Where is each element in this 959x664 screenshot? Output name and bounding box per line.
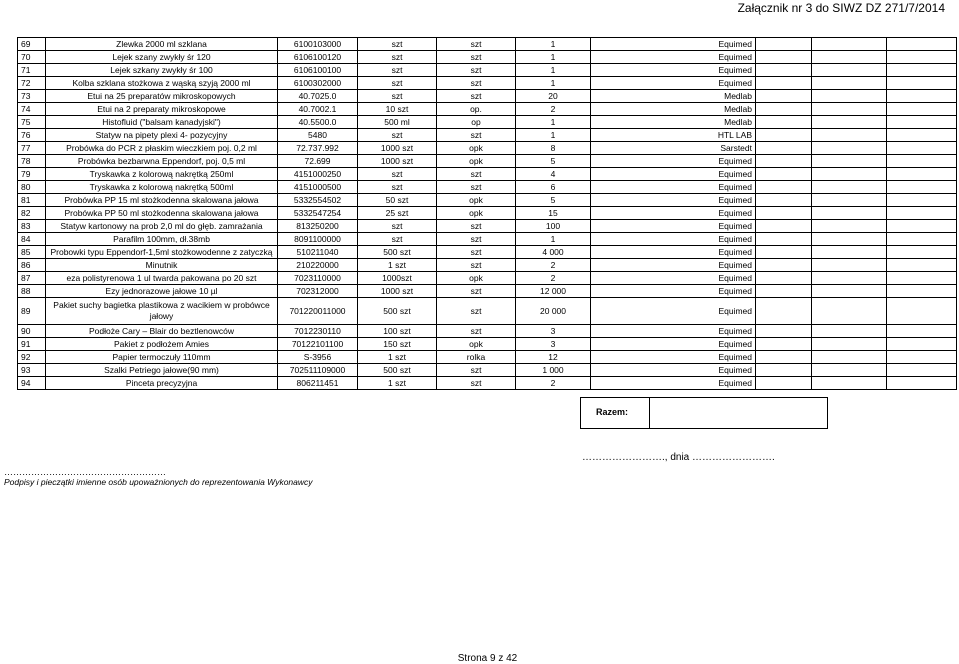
empty-price-cell bbox=[887, 38, 957, 51]
manufacturer-cell: Equimed bbox=[591, 77, 756, 90]
package-cell: rolka bbox=[437, 351, 516, 364]
page-footer bbox=[0, 653, 959, 664]
table-row bbox=[18, 351, 957, 364]
catalog-number-cell: 40.7002.1 bbox=[278, 103, 358, 116]
items-table bbox=[17, 37, 957, 390]
unit-cell: 500 szt bbox=[358, 364, 437, 377]
empty-price-cell bbox=[887, 207, 957, 220]
item-name-cell: Pakiet suchy bagietka plastikowa z wacikiem w probówce jałowy bbox=[46, 298, 278, 325]
quantity-cell: 1 bbox=[516, 233, 591, 246]
package-cell: szt bbox=[437, 259, 516, 272]
item-name-cell: Pakiet z podłożem Amies bbox=[46, 338, 278, 351]
quantity-cell: 100 bbox=[516, 220, 591, 233]
unit-cell: szt bbox=[358, 90, 437, 103]
row-number-cell: 69 bbox=[18, 38, 46, 51]
catalog-number-cell: 8091100000 bbox=[278, 233, 358, 246]
catalog-number-cell: 701220011000 bbox=[278, 298, 358, 325]
unit-cell: 1000szt bbox=[358, 272, 437, 285]
package-cell: op. bbox=[437, 103, 516, 116]
package-cell: szt bbox=[437, 298, 516, 325]
empty-price-cell bbox=[812, 246, 887, 259]
empty-price-cell bbox=[756, 259, 812, 272]
package-cell: opk bbox=[437, 142, 516, 155]
catalog-number-cell: 4151000500 bbox=[278, 181, 358, 194]
items-table-body bbox=[18, 38, 957, 390]
manufacturer-cell: HTL LAB bbox=[591, 129, 756, 142]
catalog-number-cell: 813250200 bbox=[278, 220, 358, 233]
item-name-cell: eza polistyrenowa 1 ul twarda pakowana po 20 szt bbox=[46, 272, 278, 285]
quantity-cell: 4 bbox=[516, 168, 591, 181]
unit-cell: 1000 szt bbox=[358, 142, 437, 155]
empty-price-cell bbox=[887, 233, 957, 246]
manufacturer-cell: Equimed bbox=[591, 351, 756, 364]
row-number-cell: 86 bbox=[18, 259, 46, 272]
manufacturer-cell: Equimed bbox=[591, 246, 756, 259]
item-name-cell: Papier termoczuły 110mm bbox=[46, 351, 278, 364]
package-cell: szt bbox=[437, 129, 516, 142]
empty-price-cell bbox=[887, 351, 957, 364]
table-row bbox=[18, 207, 957, 220]
row-number-cell: 75 bbox=[18, 116, 46, 129]
catalog-number-cell: 510211040 bbox=[278, 246, 358, 259]
package-cell: opk bbox=[437, 194, 516, 207]
empty-price-cell bbox=[756, 194, 812, 207]
quantity-cell: 2 bbox=[516, 377, 591, 390]
empty-price-cell bbox=[887, 325, 957, 338]
unit-cell: 500 szt bbox=[358, 246, 437, 259]
empty-price-cell bbox=[812, 285, 887, 298]
empty-price-cell bbox=[756, 351, 812, 364]
package-cell: opk bbox=[437, 207, 516, 220]
item-name-cell: Minutnik bbox=[46, 259, 278, 272]
empty-price-cell bbox=[812, 181, 887, 194]
empty-price-cell bbox=[756, 325, 812, 338]
empty-price-cell bbox=[756, 233, 812, 246]
empty-price-cell bbox=[887, 181, 957, 194]
empty-price-cell bbox=[756, 364, 812, 377]
row-number-cell: 76 bbox=[18, 129, 46, 142]
catalog-number-cell: 5332554502 bbox=[278, 194, 358, 207]
empty-price-cell bbox=[812, 168, 887, 181]
empty-price-cell bbox=[812, 220, 887, 233]
catalog-number-cell: S-3956 bbox=[278, 351, 358, 364]
package-cell: opk bbox=[437, 155, 516, 168]
package-cell: szt bbox=[437, 377, 516, 390]
empty-price-cell bbox=[756, 246, 812, 259]
catalog-number-cell: 40.7025.0 bbox=[278, 90, 358, 103]
table-row bbox=[18, 246, 957, 259]
package-cell: szt bbox=[437, 38, 516, 51]
manufacturer-cell: Equimed bbox=[591, 181, 756, 194]
manufacturer-cell: Equimed bbox=[591, 259, 756, 272]
catalog-number-cell: 7023110000 bbox=[278, 272, 358, 285]
catalog-number-cell: 7012230110 bbox=[278, 325, 358, 338]
unit-cell: szt bbox=[358, 168, 437, 181]
empty-price-cell bbox=[887, 272, 957, 285]
table-row bbox=[18, 194, 957, 207]
row-number-cell: 85 bbox=[18, 246, 46, 259]
package-cell: szt bbox=[437, 64, 516, 77]
quantity-cell: 20 000 bbox=[516, 298, 591, 325]
empty-price-cell bbox=[756, 207, 812, 220]
unit-cell: 150 szt bbox=[358, 338, 437, 351]
row-number-cell: 74 bbox=[18, 103, 46, 116]
unit-cell: 50 szt bbox=[358, 194, 437, 207]
item-name-cell: Lejek szkany zwykły śr 100 bbox=[46, 64, 278, 77]
empty-price-cell bbox=[887, 364, 957, 377]
manufacturer-cell: Equimed bbox=[591, 377, 756, 390]
row-number-cell: 89 bbox=[18, 298, 46, 325]
empty-price-cell bbox=[756, 77, 812, 90]
row-number-cell: 84 bbox=[18, 233, 46, 246]
item-name-cell: Tryskawka z kolorową nakrętką 250ml bbox=[46, 168, 278, 181]
unit-cell: 1000 szt bbox=[358, 155, 437, 168]
item-name-cell: Zlewka 2000 ml szklana bbox=[46, 38, 278, 51]
package-cell: opk bbox=[437, 272, 516, 285]
package-cell: szt bbox=[437, 233, 516, 246]
row-number-cell: 90 bbox=[18, 325, 46, 338]
empty-price-cell bbox=[756, 285, 812, 298]
empty-price-cell bbox=[812, 233, 887, 246]
table-row bbox=[18, 155, 957, 168]
unit-cell: szt bbox=[358, 38, 437, 51]
item-name-cell: Probówka bezbarwna Eppendorf, poj. 0,5 ml bbox=[46, 155, 278, 168]
row-number-cell: 94 bbox=[18, 377, 46, 390]
table-row bbox=[18, 64, 957, 77]
package-cell: szt bbox=[437, 90, 516, 103]
empty-price-cell bbox=[812, 377, 887, 390]
manufacturer-cell: Equimed bbox=[591, 64, 756, 77]
empty-price-cell bbox=[887, 129, 957, 142]
catalog-number-cell: 72.737.992 bbox=[278, 142, 358, 155]
empty-price-cell bbox=[812, 142, 887, 155]
quantity-cell: 8 bbox=[516, 142, 591, 155]
table-row bbox=[18, 220, 957, 233]
table-row bbox=[18, 51, 957, 64]
empty-price-cell bbox=[887, 194, 957, 207]
quantity-cell: 20 bbox=[516, 90, 591, 103]
page-number: Strona 9 z 42 bbox=[457, 653, 518, 664]
manufacturer-cell: Medlab bbox=[591, 90, 756, 103]
empty-price-cell bbox=[756, 338, 812, 351]
empty-price-cell bbox=[812, 38, 887, 51]
package-cell: szt bbox=[437, 246, 516, 259]
empty-price-cell bbox=[812, 129, 887, 142]
empty-price-cell bbox=[756, 220, 812, 233]
empty-price-cell bbox=[887, 116, 957, 129]
quantity-cell: 1 bbox=[516, 38, 591, 51]
table-row bbox=[18, 298, 957, 325]
manufacturer-cell: Equimed bbox=[591, 285, 756, 298]
package-cell: szt bbox=[437, 220, 516, 233]
catalog-number-cell: 40.5500.0 bbox=[278, 116, 358, 129]
manufacturer-cell: Equimed bbox=[591, 168, 756, 181]
empty-price-cell bbox=[812, 103, 887, 116]
quantity-cell: 2 bbox=[516, 272, 591, 285]
empty-price-cell bbox=[812, 338, 887, 351]
item-name-cell: Statyw na pipety plexi 4- pozycyjny bbox=[46, 129, 278, 142]
item-name-cell: Probówka PP 50 ml stożkodenna skalowana jałowa bbox=[46, 207, 278, 220]
item-name-cell: Etui na 25 preparatów mikroskopowych bbox=[46, 90, 278, 103]
item-name-cell: Podłoże Cary – Blair do beztlenowców bbox=[46, 325, 278, 338]
package-cell: szt bbox=[437, 364, 516, 377]
empty-price-cell bbox=[812, 155, 887, 168]
item-name-cell: Histofluid ("balsam kanadyjski") bbox=[46, 116, 278, 129]
catalog-number-cell: 5480 bbox=[278, 129, 358, 142]
unit-cell: 500 ml bbox=[358, 116, 437, 129]
package-cell: szt bbox=[437, 77, 516, 90]
package-cell: op bbox=[437, 116, 516, 129]
item-name-cell: Lejek szany zwykły śr 120 bbox=[46, 51, 278, 64]
empty-price-cell bbox=[756, 298, 812, 325]
catalog-number-cell: 6106100100 bbox=[278, 64, 358, 77]
empty-price-cell bbox=[887, 51, 957, 64]
quantity-cell: 6 bbox=[516, 181, 591, 194]
unit-cell: 10 szt bbox=[358, 103, 437, 116]
row-number-cell: 70 bbox=[18, 51, 46, 64]
catalog-number-cell: 806211451 bbox=[278, 377, 358, 390]
unit-cell: 100 szt bbox=[358, 325, 437, 338]
quantity-cell: 12 000 bbox=[516, 285, 591, 298]
empty-price-cell bbox=[812, 207, 887, 220]
item-name-cell: Etui na 2 preparaty mikroskopowe bbox=[46, 103, 278, 116]
empty-price-cell bbox=[887, 246, 957, 259]
item-name-cell: Probówka do PCR z płaskim wieczkiem poj. 0,2 ml bbox=[46, 142, 278, 155]
item-name-cell: Tryskawka z kolorową nakrętką 500ml bbox=[46, 181, 278, 194]
unit-cell: szt bbox=[358, 77, 437, 90]
quantity-cell: 1 bbox=[516, 77, 591, 90]
row-number-cell: 80 bbox=[18, 181, 46, 194]
package-cell: szt bbox=[437, 51, 516, 64]
empty-price-cell bbox=[756, 51, 812, 64]
unit-cell: szt bbox=[358, 129, 437, 142]
package-cell: opk bbox=[437, 338, 516, 351]
item-name-cell: Kolba szklana stożkowa z wąską szyją 2000 ml bbox=[46, 77, 278, 90]
table-row bbox=[18, 325, 957, 338]
empty-price-cell bbox=[887, 285, 957, 298]
empty-price-cell bbox=[756, 64, 812, 77]
package-cell: szt bbox=[437, 285, 516, 298]
row-number-cell: 79 bbox=[18, 168, 46, 181]
empty-price-cell bbox=[756, 377, 812, 390]
empty-price-cell bbox=[887, 168, 957, 181]
empty-price-cell bbox=[756, 38, 812, 51]
empty-price-cell bbox=[887, 103, 957, 116]
manufacturer-cell: Equimed bbox=[591, 38, 756, 51]
quantity-cell: 2 bbox=[516, 259, 591, 272]
table-row bbox=[18, 116, 957, 129]
empty-price-cell bbox=[756, 155, 812, 168]
catalog-number-cell: 6100103000 bbox=[278, 38, 358, 51]
unit-cell: 1 szt bbox=[358, 351, 437, 364]
empty-price-cell bbox=[756, 116, 812, 129]
row-number-cell: 87 bbox=[18, 272, 46, 285]
catalog-number-cell: 6106100120 bbox=[278, 51, 358, 64]
empty-price-cell bbox=[756, 129, 812, 142]
empty-price-cell bbox=[812, 90, 887, 103]
package-cell: szt bbox=[437, 168, 516, 181]
empty-price-cell bbox=[812, 77, 887, 90]
unit-cell: szt bbox=[358, 181, 437, 194]
catalog-number-cell: 702312000 bbox=[278, 285, 358, 298]
razem-value-cell bbox=[649, 398, 828, 428]
table-row bbox=[18, 259, 957, 272]
empty-price-cell bbox=[887, 338, 957, 351]
empty-price-cell bbox=[887, 259, 957, 272]
document-header-title: Załącznik nr 3 do SIWZ DZ 271/7/2014 bbox=[737, 1, 945, 15]
empty-price-cell bbox=[887, 298, 957, 325]
manufacturer-cell: Equimed bbox=[591, 325, 756, 338]
unit-cell: 500 szt bbox=[358, 298, 437, 325]
table-row bbox=[18, 103, 957, 116]
quantity-cell: 1 bbox=[516, 116, 591, 129]
catalog-number-cell: 4151000250 bbox=[278, 168, 358, 181]
unit-cell: szt bbox=[358, 233, 437, 246]
quantity-cell: 5 bbox=[516, 155, 591, 168]
table-row bbox=[18, 181, 957, 194]
item-name-cell: Parafilm 100mm, dł.38mb bbox=[46, 233, 278, 246]
empty-price-cell bbox=[887, 77, 957, 90]
empty-price-cell bbox=[812, 64, 887, 77]
empty-price-cell bbox=[756, 103, 812, 116]
manufacturer-cell: Medlab bbox=[591, 116, 756, 129]
table-row bbox=[18, 377, 957, 390]
quantity-cell: 3 bbox=[516, 338, 591, 351]
empty-price-cell bbox=[812, 325, 887, 338]
row-number-cell: 73 bbox=[18, 90, 46, 103]
empty-price-cell bbox=[756, 90, 812, 103]
empty-price-cell bbox=[756, 168, 812, 181]
signature-dots-line: ……………………………………………… bbox=[4, 467, 166, 477]
item-name-cell: Ezy jednorazowe jałowe 10 µl bbox=[46, 285, 278, 298]
table-row bbox=[18, 233, 957, 246]
empty-price-cell bbox=[812, 194, 887, 207]
empty-price-cell bbox=[812, 364, 887, 377]
catalog-number-cell: 702511109000 bbox=[278, 364, 358, 377]
empty-price-cell bbox=[812, 272, 887, 285]
date-place-line: ……………………., dnia ……………………. bbox=[582, 452, 775, 463]
table-row bbox=[18, 338, 957, 351]
row-number-cell: 78 bbox=[18, 155, 46, 168]
item-name-cell: Statyw kartonowy na prob 2,0 ml do głęb. zamrażania bbox=[46, 220, 278, 233]
empty-price-cell bbox=[887, 142, 957, 155]
manufacturer-cell: Equimed bbox=[591, 338, 756, 351]
row-number-cell: 92 bbox=[18, 351, 46, 364]
quantity-cell: 2 bbox=[516, 103, 591, 116]
row-number-cell: 77 bbox=[18, 142, 46, 155]
item-name-cell: Probówka PP 15 ml stożkodenna skalowana jałowa bbox=[46, 194, 278, 207]
row-number-cell: 82 bbox=[18, 207, 46, 220]
item-name-cell: Szalki Petriego jałowe(90 mm) bbox=[46, 364, 278, 377]
empty-price-cell bbox=[812, 298, 887, 325]
manufacturer-cell: Equimed bbox=[591, 233, 756, 246]
unit-cell: 25 szt bbox=[358, 207, 437, 220]
manufacturer-cell: Equimed bbox=[591, 220, 756, 233]
empty-price-cell bbox=[887, 220, 957, 233]
row-number-cell: 71 bbox=[18, 64, 46, 77]
manufacturer-cell: Equimed bbox=[591, 298, 756, 325]
table-row bbox=[18, 285, 957, 298]
empty-price-cell bbox=[756, 272, 812, 285]
signature-note: Podpisy i pieczątki imienne osób upoważnionych do reprezentowania Wykonawcy bbox=[4, 477, 313, 487]
razem-label: Razem: bbox=[596, 407, 629, 417]
unit-cell: szt bbox=[358, 220, 437, 233]
empty-price-cell bbox=[887, 90, 957, 103]
manufacturer-cell: Equimed bbox=[591, 155, 756, 168]
manufacturer-cell: Medlab bbox=[591, 103, 756, 116]
row-number-cell: 81 bbox=[18, 194, 46, 207]
manufacturer-cell: Equimed bbox=[591, 194, 756, 207]
unit-cell: 1 szt bbox=[358, 259, 437, 272]
quantity-cell: 3 bbox=[516, 325, 591, 338]
empty-price-cell bbox=[887, 377, 957, 390]
table-row bbox=[18, 168, 957, 181]
manufacturer-cell: Equimed bbox=[591, 51, 756, 64]
empty-price-cell bbox=[812, 351, 887, 364]
quantity-cell: 1 bbox=[516, 129, 591, 142]
package-cell: szt bbox=[437, 325, 516, 338]
item-name-cell: Probowki typu Eppendorf-1,5ml stożkowodenne z zatyczką bbox=[46, 246, 278, 259]
catalog-number-cell: 5332547254 bbox=[278, 207, 358, 220]
table-row bbox=[18, 38, 957, 51]
row-number-cell: 83 bbox=[18, 220, 46, 233]
table-row bbox=[18, 364, 957, 377]
catalog-number-cell: 72.699 bbox=[278, 155, 358, 168]
unit-cell: 1000 szt bbox=[358, 285, 437, 298]
quantity-cell: 1 bbox=[516, 51, 591, 64]
row-number-cell: 91 bbox=[18, 338, 46, 351]
manufacturer-cell: Equimed bbox=[591, 272, 756, 285]
table-row bbox=[18, 90, 957, 103]
unit-cell: szt bbox=[358, 51, 437, 64]
quantity-cell: 12 bbox=[516, 351, 591, 364]
empty-price-cell bbox=[887, 155, 957, 168]
table-row bbox=[18, 77, 957, 90]
table-row bbox=[18, 272, 957, 285]
manufacturer-cell: Equimed bbox=[591, 364, 756, 377]
catalog-number-cell: 70122101100 bbox=[278, 338, 358, 351]
row-number-cell: 93 bbox=[18, 364, 46, 377]
unit-cell: 1 szt bbox=[358, 377, 437, 390]
empty-price-cell bbox=[812, 51, 887, 64]
quantity-cell: 15 bbox=[516, 207, 591, 220]
razem-summary-box bbox=[580, 397, 828, 429]
unit-cell: szt bbox=[358, 64, 437, 77]
catalog-number-cell: 6100302000 bbox=[278, 77, 358, 90]
row-number-cell: 72 bbox=[18, 77, 46, 90]
empty-price-cell bbox=[887, 64, 957, 77]
item-name-cell: Pinceta precyzyjna bbox=[46, 377, 278, 390]
quantity-cell: 1 000 bbox=[516, 364, 591, 377]
quantity-cell: 5 bbox=[516, 194, 591, 207]
catalog-number-cell: 210220000 bbox=[278, 259, 358, 272]
quantity-cell: 1 bbox=[516, 64, 591, 77]
empty-price-cell bbox=[756, 142, 812, 155]
manufacturer-cell: Equimed bbox=[591, 207, 756, 220]
row-number-cell: 88 bbox=[18, 285, 46, 298]
quantity-cell: 4 000 bbox=[516, 246, 591, 259]
empty-price-cell bbox=[812, 259, 887, 272]
manufacturer-cell: Sarstedt bbox=[591, 142, 756, 155]
empty-price-cell bbox=[756, 181, 812, 194]
table-row bbox=[18, 129, 957, 142]
empty-price-cell bbox=[812, 116, 887, 129]
package-cell: szt bbox=[437, 181, 516, 194]
table-row bbox=[18, 142, 957, 155]
